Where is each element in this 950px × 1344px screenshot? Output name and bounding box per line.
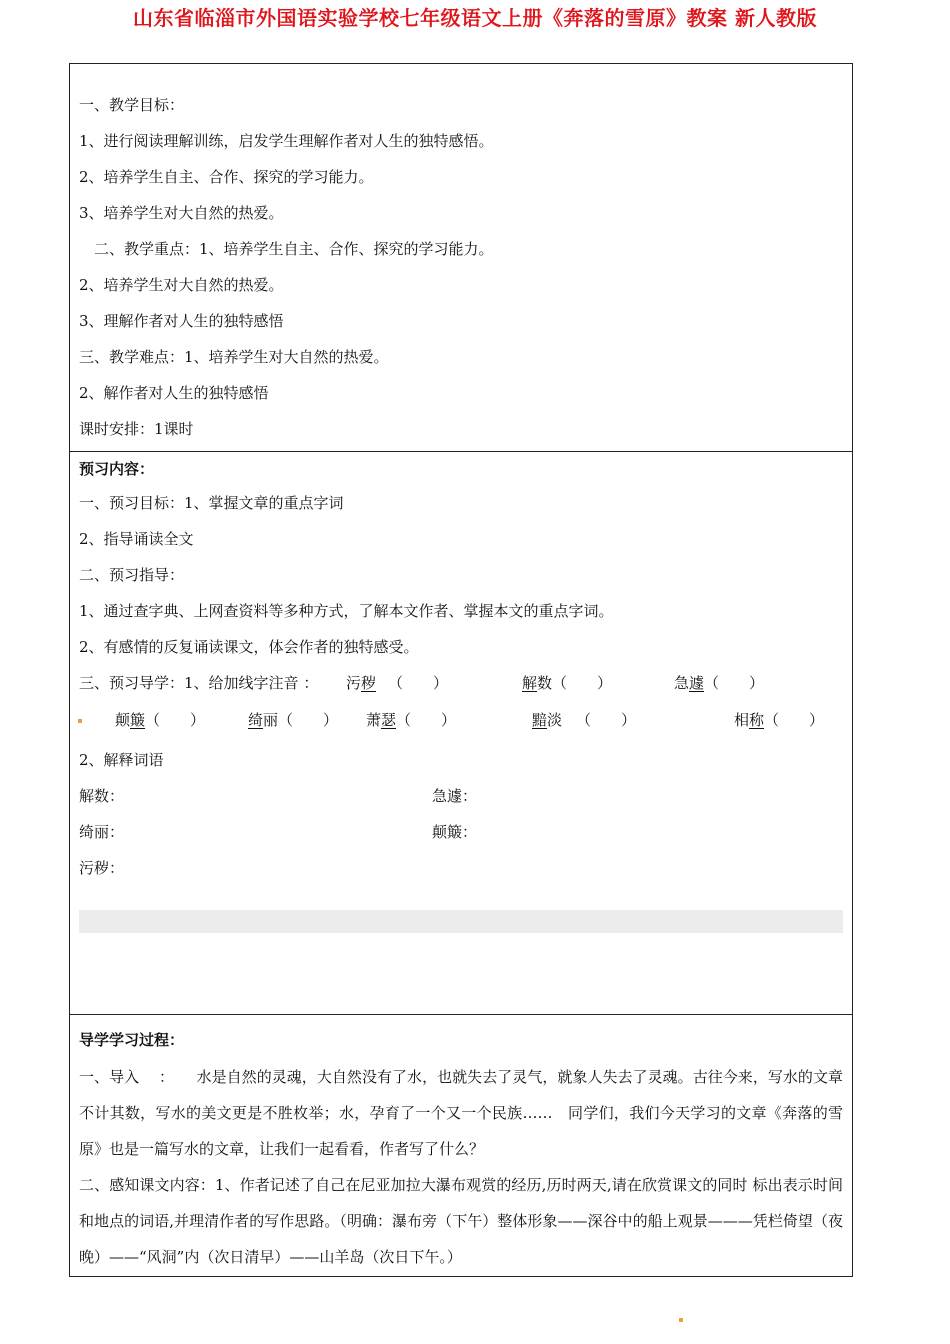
explain-term: 解数： — [79, 787, 125, 805]
goal-line: 1、进行阅读理解训练，启发学生理解作者对人生的独特感悟。 — [79, 132, 494, 150]
goal-line: 3、培养学生对大自然的热爱。 — [79, 204, 284, 222]
content-paragraph: 二、感知课文内容：1、作者记述了自己在尼亚加拉大瀑布观赏的经历,历时两天,请在欣赏课文的同时 标出表示时间和地点的词语,并理清作者的写作思路。（明确：瀑布旁（下午）整体形象——深谷中的船上观景———凭栏倚望（夜晚）——“风洞”内（次日清早）——山羊岛（次日下午。） — [79, 1176, 843, 1266]
underlined-char: 遽 — [689, 674, 705, 692]
underlined-char: 称 — [749, 711, 765, 729]
focus-line: 3、理解作者对人生的独特感悟 — [79, 312, 284, 330]
preview-section — [70, 452, 852, 1015]
phonetic-item: 相称（ ） — [734, 711, 825, 729]
focus-line: 2、培养学生对大自然的热爱。 — [79, 276, 284, 294]
preview-line: 一、预习目标：1、掌握文章的重点字词 — [79, 494, 344, 512]
preview-line: 2、有感情的反复诵读课文，体会作者的独特感受。 — [79, 638, 419, 656]
preview-heading: 预习内容： — [79, 460, 155, 478]
preview-line: 1、通过查字典、上网查资料等多种方式，了解本文作者、掌握本文的重点字词。 — [79, 602, 614, 620]
phonetic-item: 颠簸（ ） — [115, 711, 206, 729]
underlined-char: 簸 — [130, 711, 146, 729]
preview-line: 2、指导诵读全文 — [79, 530, 194, 548]
difficulty-line: 2、解作者对人生的独特感悟 — [79, 384, 269, 402]
goal-line: 2、培养学生自主、合作、探究的学习能力。 — [79, 168, 374, 186]
underlined-char: 绮 — [248, 711, 264, 729]
phonetic-intro: 三、预习导学：1、给加线字注音 ： — [79, 674, 319, 692]
orange-dot-mark — [679, 1318, 683, 1322]
underlined-char: 瑟 — [381, 711, 397, 729]
phonetic-item: 污秽 （ ） — [346, 674, 449, 692]
teaching-goals-section — [70, 64, 852, 452]
process-heading: 导学学习过程： — [79, 1031, 185, 1049]
phonetic-item: 萧瑟（ ） — [366, 711, 457, 729]
document-title: 山东省临淄市外国语实验学校七年级语文上册《奔落的雪原》教案 新人教版 — [133, 6, 817, 30]
difficulty-line: 三、教学难点：1、培养学生对大自然的热爱。 — [79, 348, 389, 366]
underlined-char: 秽 — [361, 674, 377, 692]
explain-term: 急遽： — [432, 787, 478, 805]
phonetic-item: 急遽（ ） — [674, 674, 765, 692]
preview-line: 二、预习指导： — [79, 566, 185, 584]
schedule-line: 课时安排：1课时 — [79, 420, 194, 438]
intro-paragraph: 一、导入 ： 水是自然的灵魂，大自然没有了水，也就失去了灵气，就象人失去了灵魂。古往今来，写水的文章不计其数，写水的美文更是不胜枚举；水，孕育了一个又一个民族…… 同学们，我们今天学习的文章《奔落的雪原》也是一篇写水的文章，让我们一起看看，作者写了什么？ — [79, 1068, 843, 1158]
phonetic-item: 解数（ ） — [522, 674, 613, 692]
phonetic-item: 绮丽（ ） — [248, 711, 339, 729]
focus-line: 二、教学重点：1、培养学生自主、合作、探究的学习能力。 — [79, 240, 494, 258]
orange-dot-mark — [78, 719, 82, 723]
underlined-char: 黯 — [532, 711, 548, 729]
goal-line: 一、教学目标： — [79, 96, 185, 114]
phonetic-item: 黯淡 （ ） — [532, 711, 637, 729]
learning-process-section — [70, 1015, 852, 1276]
explain-term: 绮丽： — [79, 823, 125, 841]
explain-term: 污秽： — [79, 859, 125, 877]
underlined-char: 解 — [522, 674, 538, 692]
lesson-table — [69, 63, 853, 1277]
explain-term: 颠簸： — [432, 823, 478, 841]
explain-heading: 2、解释词语 — [79, 751, 164, 769]
shaded-bar — [79, 910, 843, 933]
